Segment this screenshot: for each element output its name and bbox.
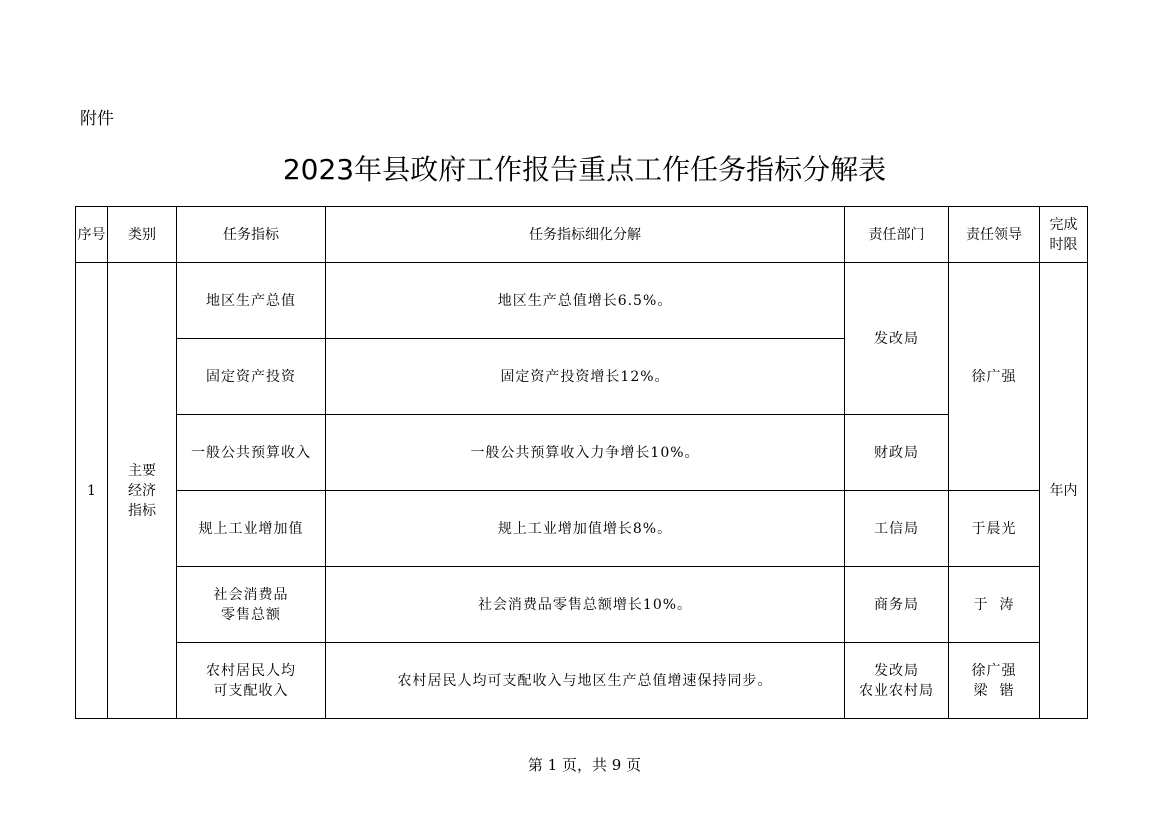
cell-leader: 徐广强 梁 锴 [949,643,1040,719]
task-table [75,206,1088,719]
table-row [76,415,1088,491]
cell-department: 财政局 [845,415,949,491]
header-leader: 责任领导 [949,207,1040,263]
cell-department: 商务局 [845,567,949,643]
table-row [76,567,1088,643]
cell-detail: 农村居民人均可支配收入与地区生产总值增速保持同步。 [326,643,845,719]
cell-category: 主要 经济 指标 [108,263,177,719]
cell-detail: 社会消费品零售总额增长10%。 [326,567,845,643]
table-row [76,491,1088,567]
attachment-label: 附件 [80,109,114,129]
header-breakdown: 任务指标细化分解 [326,207,845,263]
table-row [76,263,1088,339]
cell-indicator: 社会消费品 零售总额 [177,567,326,643]
cell-detail: 地区生产总值增长6.5%。 [326,263,845,339]
header-indicator: 任务指标 [177,207,326,263]
header-seq: 序号 [76,207,108,263]
cell-leader: 于 涛 [949,567,1040,643]
header-deadline: 完成时限 [1040,207,1088,263]
cell-leader: 徐广强 [949,263,1040,491]
cell-leader: 于晨光 [949,491,1040,567]
page-title: 2023年县政府工作报告重点工作任务指标分解表 [282,153,887,186]
cell-department: 工信局 [845,491,949,567]
page-footer: 第 1 页，共 9 页 [527,756,642,774]
cell-detail: 固定资产投资增长12%。 [326,339,845,415]
cell-indicator: 农村居民人均 可支配收入 [177,643,326,719]
table-row [76,643,1088,719]
cell-detail: 一般公共预算收入力争增长10%。 [326,415,845,491]
cell-indicator: 规上工业增加值 [177,491,326,567]
cell-seq: 1 [76,263,108,719]
table-header-row [76,207,1088,263]
cell-detail: 规上工业增加值增长8%。 [326,491,845,567]
cell-indicator: 固定资产投资 [177,339,326,415]
header-department: 责任部门 [845,207,949,263]
cell-indicator: 一般公共预算收入 [177,415,326,491]
cell-indicator: 地区生产总值 [177,263,326,339]
cell-deadline: 年内 [1040,263,1088,719]
cell-department: 发改局 农业农村局 [845,643,949,719]
cell-department: 发改局 [845,263,949,415]
header-category: 类别 [108,207,177,263]
